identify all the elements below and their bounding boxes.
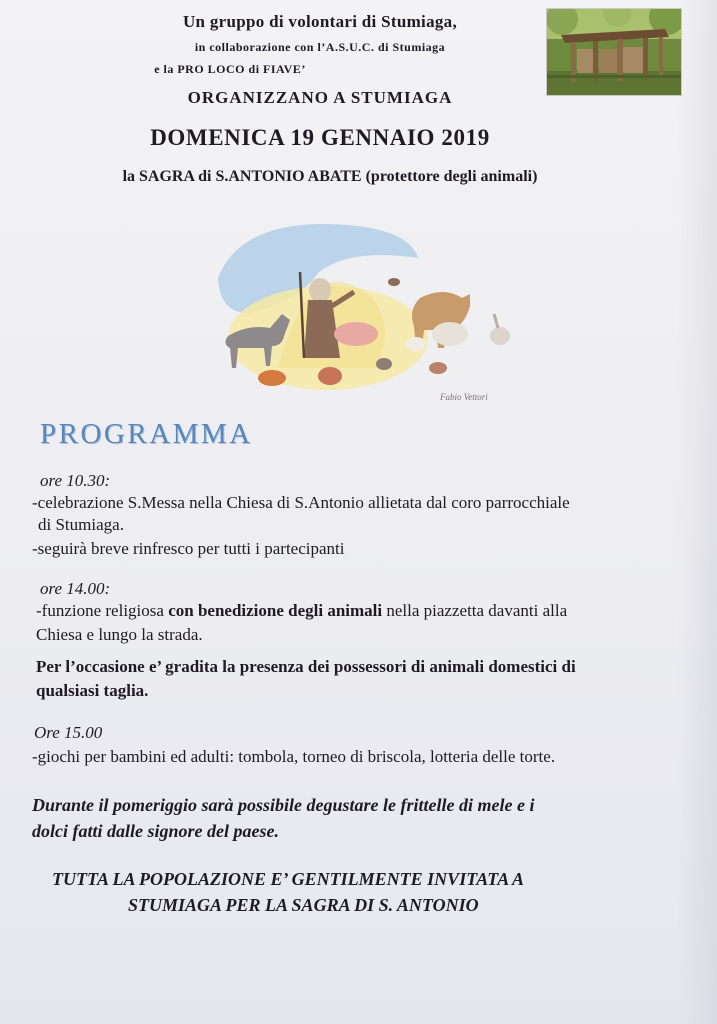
blessing-pre: -funzione religiosa <box>36 601 169 620</box>
shelter-photo <box>546 8 682 96</box>
note-line-1: Per l’occasione e’ gradita la presenza dei possessori di animali domestici di <box>36 657 576 676</box>
time-1400: ore 14.00: <box>40 579 111 598</box>
closing-line-2: STUMIAGA PER LA SAGRA DI S. ANTONIO <box>128 895 479 915</box>
afternoon-line-2: dolci fatti dalle signore del paese. <box>32 821 279 841</box>
organizers-line: Un gruppo di volontari di Stumiaga, <box>182 12 458 31</box>
program-line-4 <box>36 600 567 622</box>
blessing-post: nella piazzetta davanti alla <box>382 601 568 620</box>
organize-line: ORGANIZZANO A STUMIAGA <box>187 88 453 107</box>
program-line-2: di Stumiaga. <box>38 515 124 534</box>
saint-animals-illustration <box>208 218 514 410</box>
illustration-signature: Fabio Vettori <box>440 392 488 402</box>
afternoon-line-1: Durante il pomeriggio sarà possibile degustare le frittelle di mele e i <box>32 795 535 815</box>
note-line-2: qualsiasi taglia. <box>36 681 149 700</box>
program-line-1: -celebrazione S.Messa nella Chiesa di S.Antonio allietata dal coro parrocchiale <box>32 493 570 512</box>
program-line-6: -giochi per bambini ed adulti: tombola, torneo di briscola, lotteria delle torte. <box>32 747 556 766</box>
time-1500: Ore 15.00 <box>34 723 103 742</box>
event-date: DOMENICA 19 GENNAIO 2019 <box>150 125 490 150</box>
paper-shadow <box>677 0 717 1024</box>
closing-line-1: TUTTA LA POPOLAZIONE E’ GENTILMENTE INVITATA A <box>52 869 525 889</box>
collaboration-line: in collaborazione con l’A.S.U.C. di Stumiaga <box>194 40 446 54</box>
program-line-3: -seguirà breve rinfresco per tutti i partecipanti <box>32 539 345 558</box>
program-heading: PROGRAMMA <box>40 418 253 450</box>
time-1030: ore 10.30: <box>40 471 111 490</box>
pro-loco-line: e la PRO LOCO di FIAVE’ <box>154 62 306 76</box>
program-line-5: Chiesa e lungo la strada. <box>36 625 203 644</box>
blessing-bold: con benedizione degli animali <box>168 601 383 620</box>
event-subtitle: la SAGRA di S.ANTONIO ABATE (protettore degli animali) <box>122 168 538 185</box>
